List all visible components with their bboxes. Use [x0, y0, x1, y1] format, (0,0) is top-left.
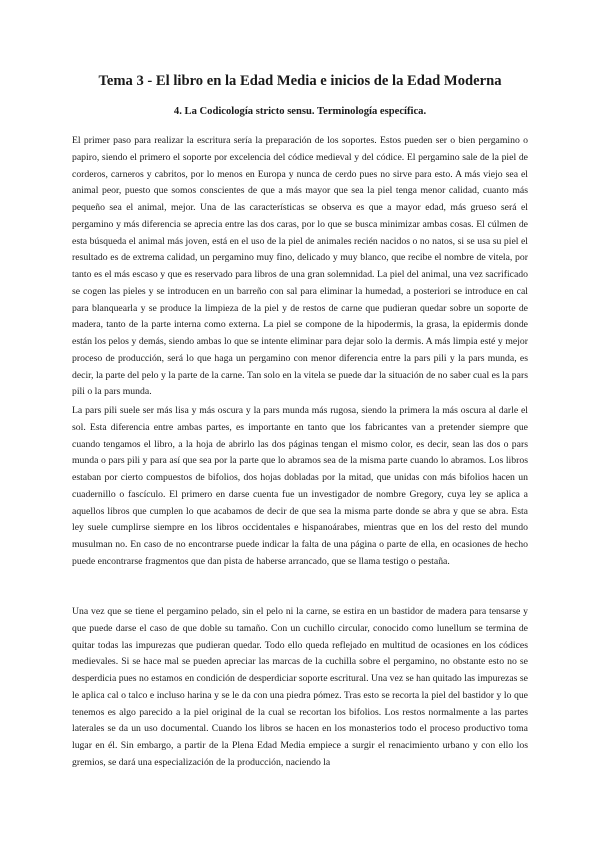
document-title: Tema 3 - El libro en la Edad Media e inicios de la Edad Moderna — [98, 73, 502, 89]
body-paragraph: Una vez que se tiene el pergamino pelado, sin el pelo ni la carne, se estira en un bastidor de madera para tensarse y que puede darse el caso de que doble su tamaño. Con un cuchillo circular, conocido como lunellum se termina de quitar todas las impurezas que pudieran quedar. Todo ello queda reflejado en multitud de ocasiones en los códices medievales. Si se hace mal se pueden apreciar las marcas de la cuchilla sobre el pergamino, no obstante esto no se desperdicia pues no estamos en condición de desperdiciar soporte escritural. Una vez se han quitado las impurezas se le aplica cal o talco e incluso harina y se le da con una piedra pómez. Tras esto se recorta la piel del bastidor y lo que tenemos es algo parecido a la piel original de la cual se recortan los bifolios. Los restos normalmente a las partes laterales se da un uso documental. Cuando los libros se hacen en los monasterios todo el proceso productivo toma lugar en él. Sin embargo, a partir de la Plena Edad Media empiece a surgir el renacimiento urbano y con ello los gremios, se dará una especialización de la producción, naciendo la — [72, 606, 528, 768]
body-paragraph: El primer paso para realizar la escritura sería la preparación de los soportes. Estos pueden ser o bien pergamino o papiro, siendo el primero el soporte por excelencia del códice medieval y del códice. El pergamino sale de la piel de corderos, carneros y cabritos, por lo menos en Europa y nunca de cerdo pues no sirve para esto. A más viejo sea el animal peor, puesto que somos conscientes de que a más mayor que sea la piel tenga menor calidad, cuanto más pequeño sea el animal, mejor. Una de las características se observa es que a mayor edad, más grueso será el pergamino y más diferencia se aprecia entre las dos caras, por lo que se busca minimizar ambas cosas. El cúlmen de esta búsqueda el animal más joven, está en el uso de la piel de animales recién nacidos o no natos, si se usa su piel el resultado es de extrema calidad, un pergamino muy fino, delicado y muy blanco, que recibe el nombre de vitela, por tanto es el más escaso y que es reservado para libros de una gran solemnidad. La piel del animal, una vez sacrificado se cogen las pieles y se introducen en un barreño con sal para eliminar la humedad, a posteriori se introduce en cal para blanquearla y se produce la limpieza de la piel y de restos de carne que pudieran quedar sobre un soporte de madera, tanto de la parte interna como externa. La piel se compone de la hipodermis, la grasa, la epidermis donde están los pelos y demás, siendo ambas lo que se intente eliminar para dejar solo la dermis. A más limpia esté y mejor proceso de producción, será lo que haga un pergamino con menor diferencia entre la pars pili y la pars munda, es decir, la parte del pelo y la parte de la carne. Tan solo en la vitela se puede dar la situación de no saber cual es la pars pili o la pars munda. — [72, 135, 528, 398]
section-subtitle: 4. La Codicología stricto sensu. Terminología específica. — [173, 106, 427, 117]
body-paragraph: La pars pili suele ser más lisa y más oscura y la pars munda más rugosa, siendo la primera la más oscura al darle el sol. Esta diferencia entre ambas partes, es importante en tanto que los fabricantes van a pretender siempre que cuando tengamos el libro, a la hoja de abrirlo las dos páginas tengan el mismo color, es decir, sean las dos o pars munda o pars pili y para así que sea por la parte que lo abramos sea de la misma parte cuando lo abramos. Los libros estaban por cierto compuestos de bifolios, dos hojas dobladas por la mitad, que unidas con más bifolios hacen un cuadernillo o fascículo. El primero en darse cuenta fue un investigador de nombre Gregory, cuya ley se aplica a aquellos libros que cumplen lo que acabamos de decir de que sea la misma parte donde se abra y que se abra. Esta ley suele cumplirse siempre en los libros occidentales e hispanoárabes, mientras que en los del resto del mundo musulman no. En caso de no encontrarse puede indicar la falta de una página o parte de ella, en ocasiones de hecho puede encontrarse fragmentos que dan pista de haberse arrancado, que se llama testigo o pestaña. — [72, 405, 528, 567]
